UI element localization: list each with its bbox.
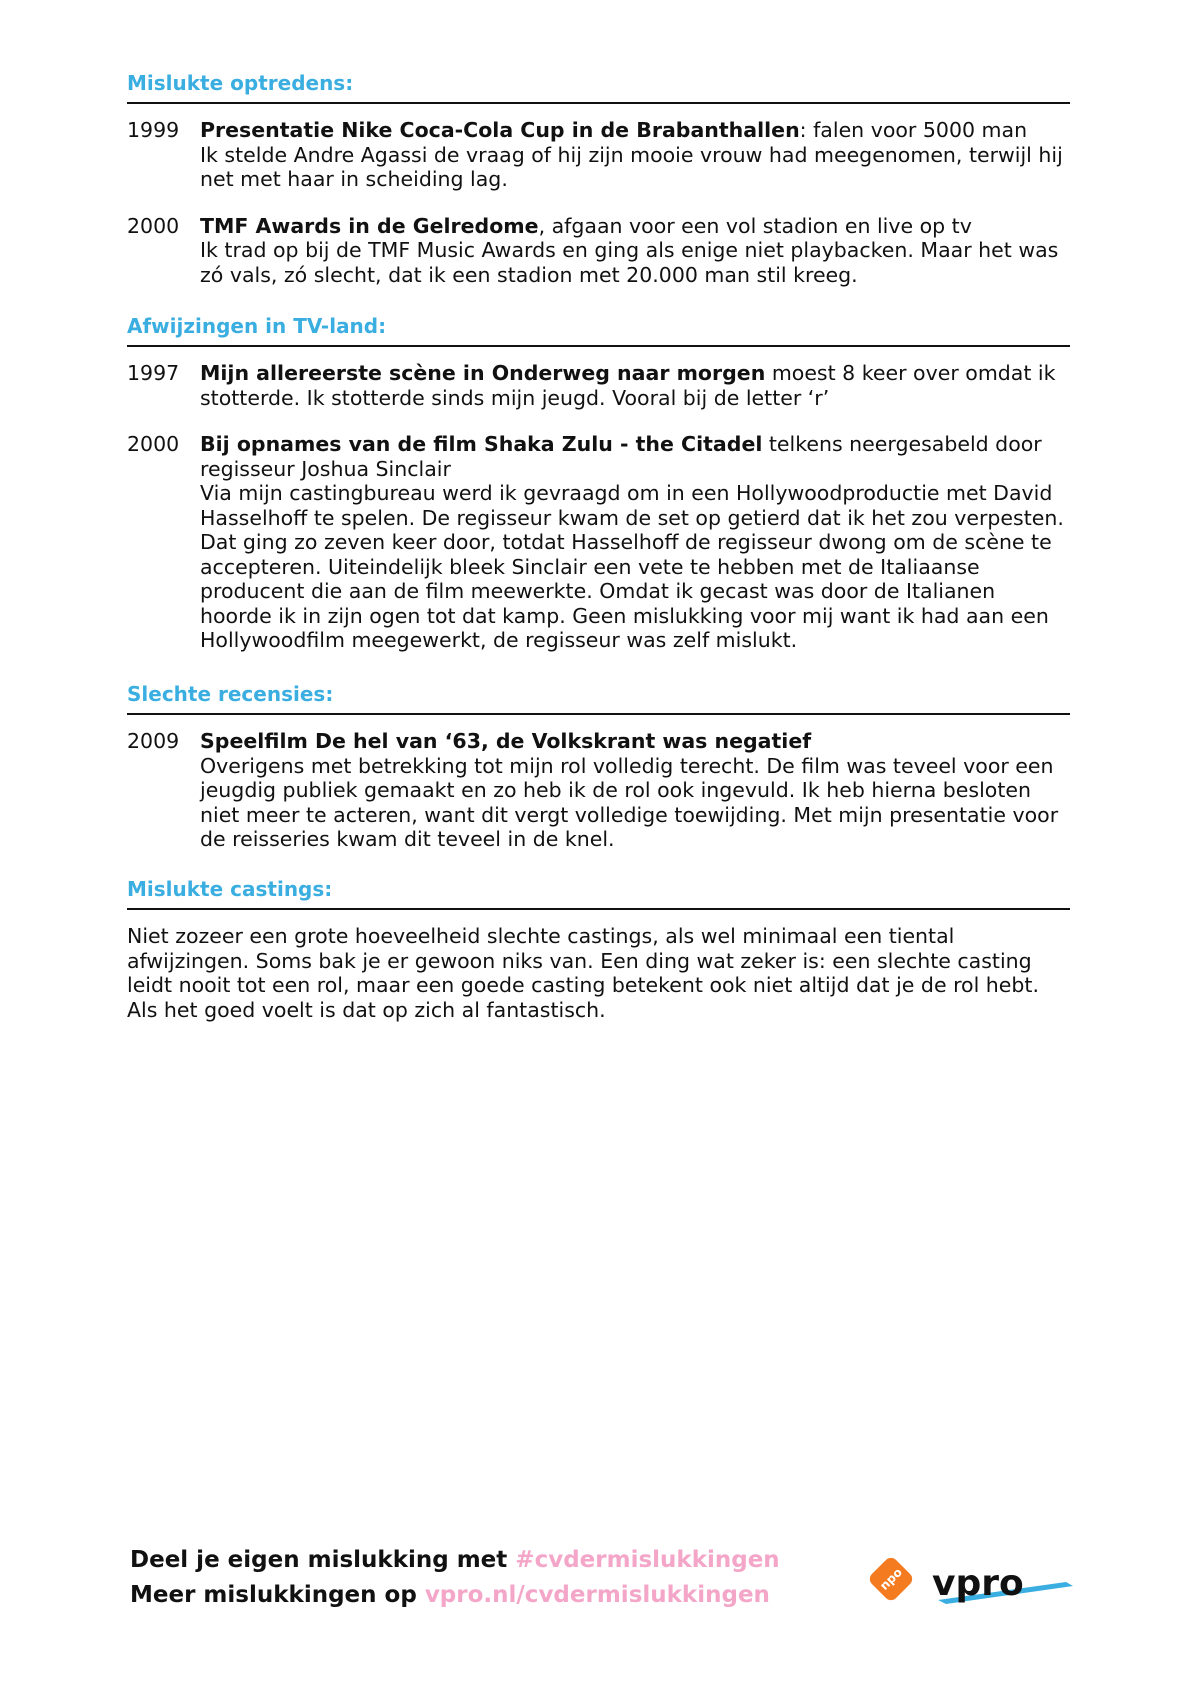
section-mislukte-castings (127, 876, 1070, 1022)
footer-link[interactable]: vpro.nl/cvdermislukkingen (424, 1582, 770, 1608)
section-afwijzingen (127, 313, 1070, 675)
section-paragraph: Niet zozeer een grote hoeveelheid slechte castings, als wel minimaal een tiental afwijzingen. Soms bak je er gewoon niks van. Een ding wat zeker is: een slechte casting leidt nooit tot een rol, maar een goede casting betekent ook niet altijd dat je de rol hebt. Als het goed voelt is dat op zich al fantastisch. (127, 924, 1039, 1022)
entry-body (200, 432, 1070, 653)
entry-body (200, 214, 1070, 288)
vpro-logo (868, 1548, 1073, 1618)
footer-hashtag[interactable]: #cvdermislukkingen (515, 1547, 780, 1573)
entry (127, 361, 1070, 410)
entry-body (200, 361, 1070, 410)
entry-body (200, 729, 1070, 852)
entry-text: Via mijn castingbureau werd ik gevraagd om in een Hollywoodproductie met David Hasselhoff te spelen. De regisseur kwam de set op getierd dat ik het zou verpesten. Dat ging zo zeven keer door, totdat Hasselhoff de regisseur dwong om de scène te accepteren. Uiteindelijk bleek Sinclair een vete te hebben met de Italiaanse producent die aan de film meewerkte. Omdat ik gecast was door de Italianen hoorde ik in zijn ogen tot dat kamp. Geen mislukking voor mij want ik had aan een Hollywoodfilm meegewerkt, de regisseur was zelf mislukt. (200, 481, 1064, 652)
entry-title: Bij opnames van de film Shaka Zulu - the Citadel (200, 432, 763, 456)
entry-year: 2009 (127, 729, 180, 753)
section-heading: Slechte recensies: (127, 681, 1070, 715)
footer-share-text: Deel je eigen mislukking met (130, 1547, 516, 1573)
entry-text: Ik stelde Andre Agassi de vraag of hij zijn mooie vrouw had meegenomen, terwijl hij net met haar in scheiding lag. (200, 142, 1063, 191)
entry-year: 1997 (127, 361, 180, 385)
entry-text: Overigens met betrekking tot mijn rol volledig terecht. De film was teveel voor een jeugdig publiek gemaakt en zo heb ik de rol ook ingevuld. Ik heb hierna besloten niet meer te acteren, want dit vergt volledige toewijding. Met mijn presentatie voor de reisseries kwam dit teveel in de knel. (200, 753, 1059, 851)
vpro-text: vpro (932, 1563, 1024, 1604)
entry (127, 432, 1070, 653)
section-slechte-recensies (127, 681, 1070, 874)
entry-year: 2000 (127, 432, 180, 456)
entry-body (200, 118, 1070, 192)
npo-vpro-logo-icon (868, 1548, 1073, 1618)
entry (127, 118, 1070, 192)
entry (127, 214, 1070, 288)
footer-more-text: Meer mislukkingen op (130, 1582, 425, 1608)
npo-text: npo (877, 1565, 905, 1593)
entry-title-rest: , afgaan voor een vol stadion en live op tv (538, 213, 972, 238)
entry (127, 729, 1070, 852)
entry-title: Presentatie Nike Coca-Cola Cup in de Brabanthallen (200, 118, 800, 142)
entry-year: 1999 (127, 118, 180, 142)
entry-title-rest: moest 8 keer over omdat ik stotterde. Ik stotterde sinds mijn jeugd. Vooral bij de letter ‘r’ (200, 361, 1056, 410)
entry-title: TMF Awards in de Gelredome (200, 213, 539, 238)
entry-title: Speelfilm De hel van ‘63, de Volkskrant was negatief (200, 729, 812, 753)
entry-title-rest: : falen voor 5000 man (799, 118, 1028, 142)
footer-line-share (130, 1543, 780, 1578)
entry-title-rest: telkens neergesabeld door regisseur Joshua Sinclair (200, 432, 1042, 481)
entry-year: 2000 (127, 213, 180, 238)
section-heading: Afwijzingen in TV-land: (127, 313, 1070, 347)
footer (130, 1543, 780, 1613)
entry-text: Ik trad op bij de TMF Music Awards en ging als enige niet playbacken. Maar het was zó vals, zó slecht, dat ik een stadion met 20.000 man stil kreeg. (200, 238, 1059, 287)
footer-line-more (130, 1578, 780, 1613)
section-heading: Mislukte castings: (127, 876, 1070, 910)
section-heading: Mislukte optredens: (127, 70, 1070, 104)
section-mislukte-optredens (127, 70, 1070, 309)
entry-title: Mijn allereerste scène in Onderweg naar morgen (200, 361, 766, 385)
